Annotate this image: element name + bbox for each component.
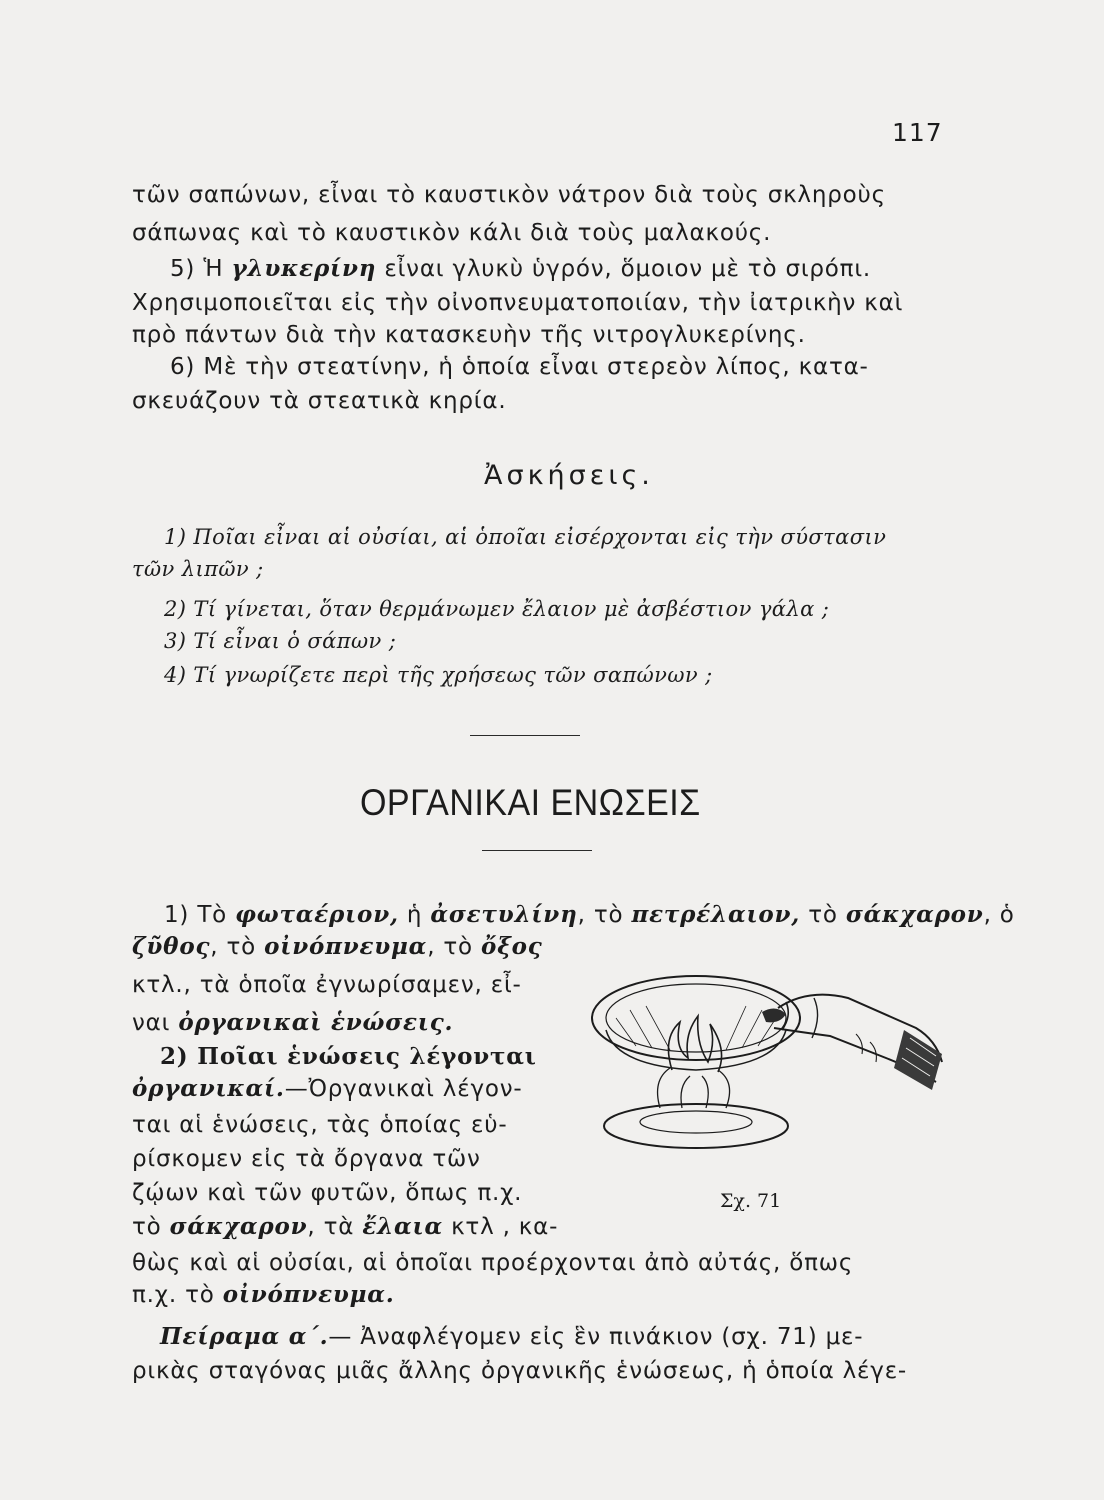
- text-line: Χρησιμοποιεῖται εἰς τὴν οἰνοπνευματοποιίαν, τὴν ἰατρικὴν καὶ: [132, 290, 904, 316]
- term-glycerine: γλυκερίνη: [231, 255, 377, 282]
- text-run: τὸ: [132, 1214, 170, 1240]
- experiment-label: Πείραμα α΄.: [160, 1323, 329, 1350]
- term: οἰνόπνευμα: [264, 933, 428, 960]
- text-run: π.χ. τὸ: [132, 1282, 223, 1308]
- burning-dish-illustration: [586, 958, 946, 1168]
- term: ζῦθος: [132, 933, 211, 960]
- figure-caption: Σχ. 71: [720, 1190, 782, 1212]
- exercises-heading: Ἀσκήσεις.: [484, 460, 654, 491]
- item-5-line: [170, 254, 871, 284]
- exercise-question: 1) Ποῖαι εἶναι αἱ οὐσίαι, αἱ ὁποῖαι εἰσέρχονται εἰς τὴν σύστασιν: [164, 525, 887, 549]
- section-heading: ΟΡΓΑΝΙΚΑΙ ΕΝΩΣΕΙΣ: [360, 782, 701, 823]
- organic-p1-line2: [132, 932, 543, 962]
- question-heading: 2) Ποῖαι ἑνώσεις λέγονται: [160, 1043, 537, 1070]
- organic-p2-line2: [132, 1074, 522, 1104]
- item-6-line: 6) Μὲ τὴν στεατίνην, ἡ ὁποία εἶναι στερεὸν λίπος, κατα-: [170, 354, 869, 380]
- term: σάκχαρον: [169, 1213, 308, 1240]
- text-run: , τὸ: [427, 934, 482, 960]
- page-number: 117: [892, 118, 943, 147]
- text-run: —Ὀργανικαὶ λέγον-: [284, 1076, 523, 1102]
- term: οἰνόπνευμα.: [222, 1281, 395, 1308]
- text-line: τῶν σαπώνων, εἶναι τὸ καυστικὸν νάτρον διὰ τοὺς σκληροὺς: [132, 182, 886, 208]
- term: ὀργανικαὶ ἑνώσεις.: [178, 1009, 454, 1036]
- text-line: πρὸ πάντων διὰ τὴν κατασκευὴν τῆς νιτρογλυκερίνης.: [132, 322, 806, 348]
- text-run: ἡ: [398, 902, 431, 928]
- term: σάκχαρον: [845, 901, 984, 928]
- organic-p2-line8: [132, 1280, 395, 1310]
- term: πετρέλαιον,: [631, 901, 801, 928]
- term: φωταέριον,: [235, 901, 399, 928]
- text-line: κτλ., τὰ ὁποῖα ἐγνωρίσαμεν, εἶ-: [132, 972, 522, 998]
- text-line: σάπωνας καὶ τὸ καυστικὸν κάλι διὰ τοὺς μαλακούς.: [132, 220, 772, 246]
- exercise-question: 2) Τί γίνεται, ὅταν θερμάνωμεν ἔλαιον μὲ ἀσβέστιον γάλα ;: [164, 597, 830, 621]
- text-line: ται αἱ ἑνώσεις, τὰς ὁποίας εὑ-: [132, 1112, 508, 1138]
- exercise-question: 3) Τί εἶναι ὁ σάπων ;: [164, 629, 397, 653]
- organic-p2-line6: [132, 1212, 558, 1242]
- text-run: , τὸ: [577, 902, 632, 928]
- section-divider: [482, 850, 592, 851]
- question-heading: ὀργανικαί.: [132, 1075, 285, 1102]
- text-line: ζῴων καὶ τῶν φυτῶν, ὅπως π.χ.: [132, 1180, 523, 1206]
- text-run: τὸ: [800, 902, 846, 928]
- text-line: ρίσκομεν εἰς τὰ ὄργανα τῶν: [132, 1146, 481, 1172]
- section-divider: [470, 735, 580, 736]
- exercise-question: 4) Τί γνωρίζετε περὶ τῆς χρήσεως τῶν σαπώνων ;: [164, 663, 713, 687]
- organic-p1-line4: [132, 1008, 453, 1038]
- text-run: — Ἀναφλέγομεν εἰς ἓν πινάκιον (σχ. 71) με-: [328, 1324, 864, 1350]
- flame-icon: [668, 1016, 721, 1072]
- term: ἀσετυλίνη: [430, 901, 578, 928]
- term: ἔλαια: [362, 1213, 443, 1240]
- text-line: θὼς καὶ αἱ οὐσίαι, αἱ ὁποῖαι προέρχονται ἀπὸ αὐτάς, ὅπως: [132, 1250, 854, 1276]
- text-run: , ὁ: [983, 902, 1015, 928]
- organic-p1-line1: [164, 900, 1015, 930]
- dish-stain: [762, 1008, 786, 1022]
- text-run: 1) Τὸ: [164, 902, 236, 928]
- text-run: κτλ , κα-: [442, 1214, 559, 1240]
- exercise-question: τῶν λιπῶν ;: [132, 557, 264, 581]
- item-5-prefix: 5) Ἡ: [170, 256, 232, 282]
- term: ὄξος: [481, 933, 543, 960]
- text-run: , τὰ: [307, 1214, 363, 1240]
- text-run: ναι: [132, 1010, 179, 1036]
- experiment-line1: [160, 1322, 863, 1352]
- text-run: , τὸ: [210, 934, 265, 960]
- text-line: σκευάζουν τὰ στεατικὰ κηρία.: [132, 388, 507, 414]
- item-5-rest: εἶναι γλυκὺ ὑγρόν, ὅμοιον μὲ τὸ σιρόπι.: [376, 256, 872, 282]
- text-line: ρικὰς σταγόνας μιᾶς ἄλλης ὀργανικῆς ἑνώσεως, ἡ ὁποία λέγε-: [132, 1358, 908, 1384]
